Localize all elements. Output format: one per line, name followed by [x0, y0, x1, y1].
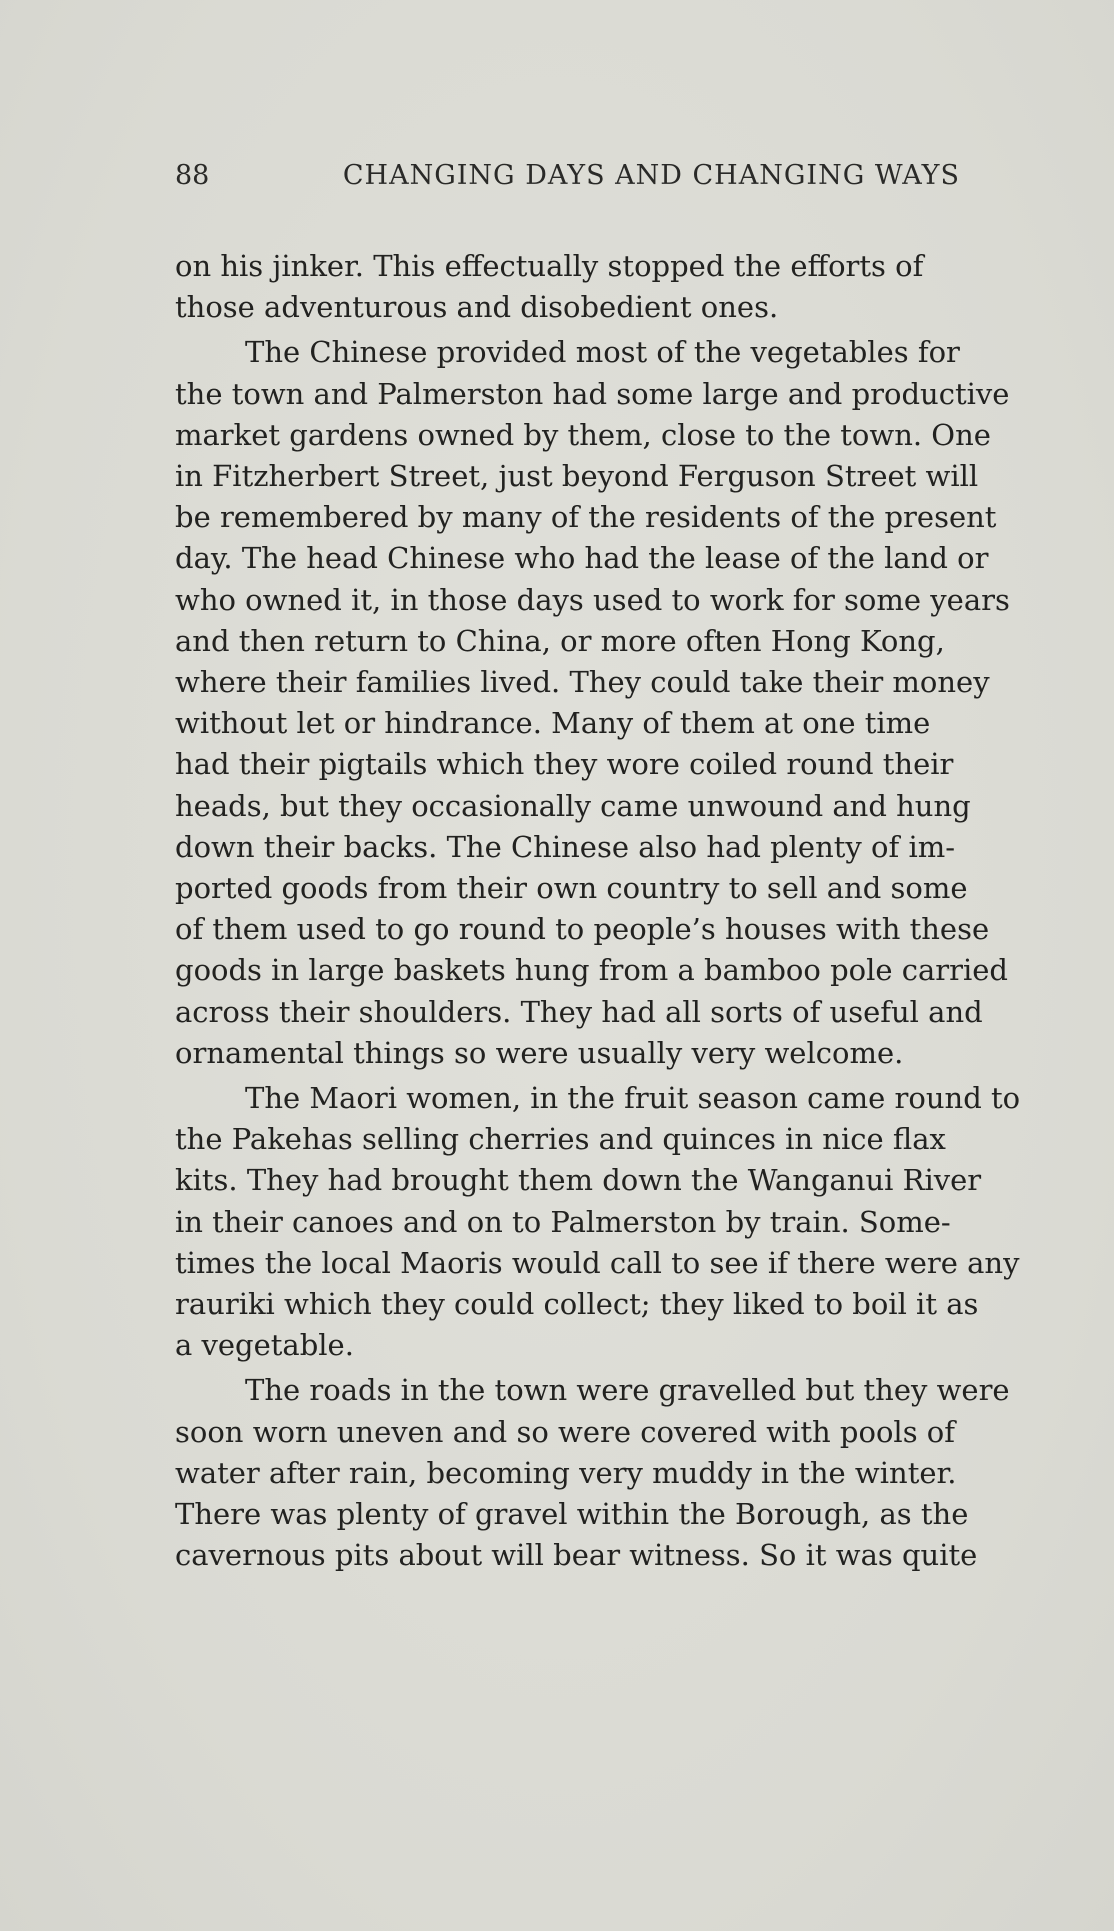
- running-title: CHANGING DAYS AND CHANGING WAYS: [342, 160, 960, 191]
- text-line: ported goods from their own country to sell and some: [175, 871, 968, 906]
- text-line: day. The head Chinese who had the lease of the land or: [175, 541, 989, 576]
- text-line: of them used to go round to people’s houses with these: [175, 912, 990, 947]
- paragraph-3: [175, 1078, 1070, 1366]
- text-line: kits. They had brought them down the Wanganui River: [175, 1163, 982, 1198]
- text-line: a vegetable.: [175, 1328, 354, 1363]
- text-line: market gardens owned by them, close to the town. One: [175, 417, 991, 452]
- text-line: and then return to China, or more often Hong Kong,: [175, 623, 945, 658]
- text-line: in their canoes and on to Palmerston by train. Some-: [175, 1204, 951, 1239]
- paragraph-1: [175, 246, 1070, 328]
- text-line: without let or hindrance. Many of them at one time: [175, 706, 931, 741]
- text-line: soon worn uneven and so were covered with pools of: [175, 1414, 955, 1449]
- text-line: on his jinker. This effectually stopped the efforts of: [175, 249, 924, 283]
- text-line: the town and Palmerston had some large and productive: [175, 376, 1010, 411]
- text-line: The Chinese provided most of the vegetables for: [245, 335, 960, 370]
- text-line: heads, but they occasionally came unwound and hung: [175, 788, 971, 823]
- text-line: water after rain, becoming very muddy in the winter.: [175, 1455, 957, 1490]
- text-line: The Maori women, in the fruit season came round to: [245, 1081, 1021, 1116]
- paragraph-2: [175, 332, 1070, 1074]
- text-line: There was plenty of gravel within the Borough, as the: [175, 1497, 969, 1532]
- text-line: be remembered by many of the residents of the present: [175, 500, 997, 535]
- text-line: ornamental things so were usually very welcome.: [175, 1035, 904, 1070]
- text-line: where their families lived. They could take their money: [175, 665, 990, 700]
- text-line: cavernous pits about will bear witness. So it was quite: [175, 1538, 978, 1573]
- text-line: in Fitzherbert Street, just beyond Ferguson Street will: [175, 459, 979, 494]
- paragraph-4: [175, 1370, 1070, 1576]
- text-line: had their pigtails which they wore coiled round their: [175, 747, 954, 782]
- text-line: times the local Maoris would call to see if there were any: [175, 1245, 1020, 1280]
- page-number: 88: [175, 160, 210, 191]
- text-line: across their shoulders. They had all sorts of useful and: [175, 994, 983, 1029]
- text-line: goods in large baskets hung from a bamboo pole carried: [175, 953, 1008, 988]
- page-header: [175, 160, 960, 200]
- text-line: the Pakehas selling cherries and quinces in nice flax: [175, 1122, 946, 1157]
- body-text: [175, 246, 1070, 1581]
- text-line: down their backs. The Chinese also had plenty of im-: [175, 829, 956, 864]
- text-line: who owned it, in those days used to work for some years: [175, 582, 1010, 617]
- text-line: The roads in the town were gravelled but they were: [245, 1373, 1010, 1408]
- text-line: those adventurous and disobedient ones.: [175, 290, 779, 325]
- text-line: rauriki which they could collect; they liked to boil it as: [175, 1287, 979, 1322]
